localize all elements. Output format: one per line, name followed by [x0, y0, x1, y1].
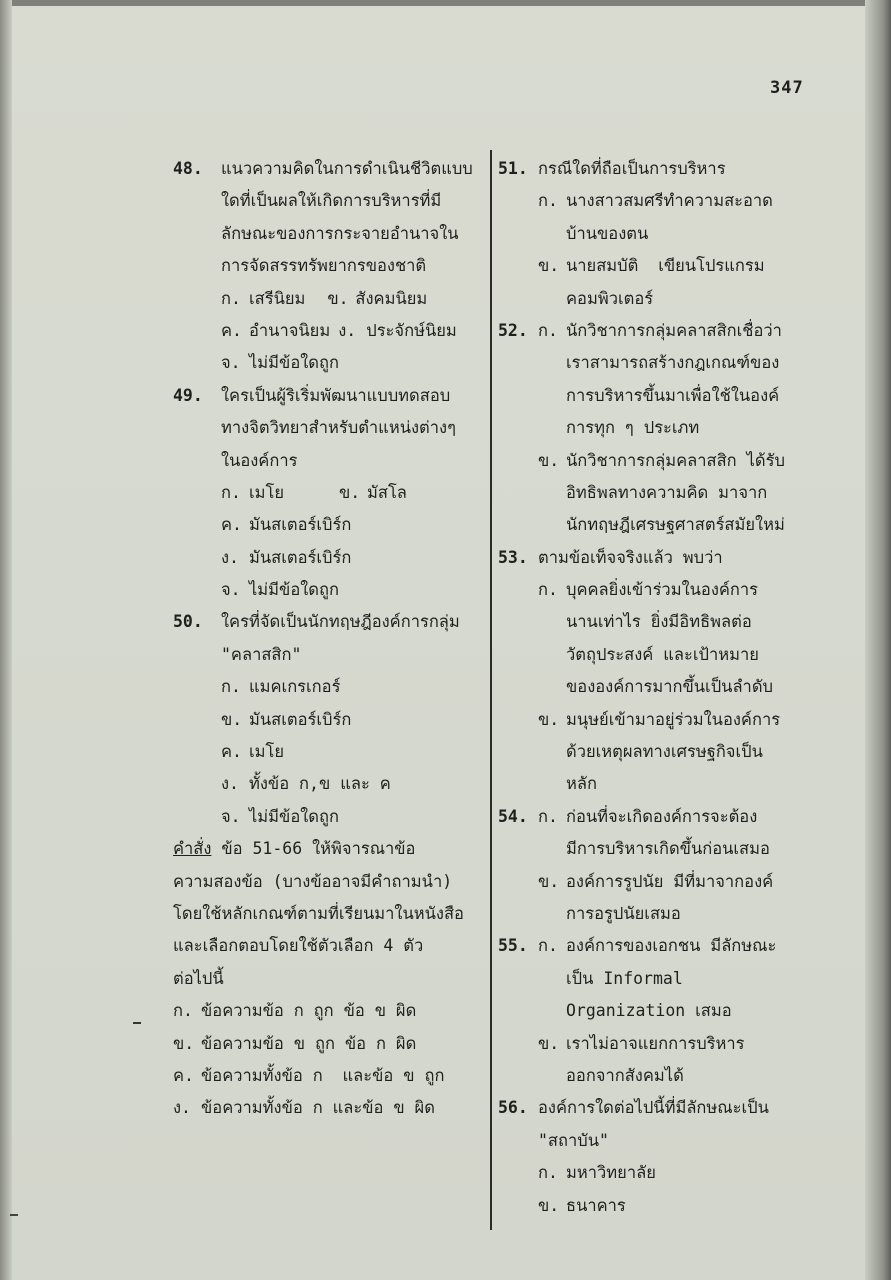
option-label: ค.	[221, 320, 242, 340]
statement-text: นักวิชาการกลุ่มคลาสสิก ได้รับ	[566, 450, 785, 470]
question-48-line: ลักษณะของการกระจายอำนาจใน	[221, 223, 459, 243]
option-label: ข.	[221, 709, 243, 729]
question-text: แนวความคิดในการดำเนินชีวิตแบบ	[221, 159, 473, 178]
option-row	[498, 1190, 818, 1222]
margin-mark	[133, 1022, 141, 1024]
instruction-line: โดยใช้หลักเกณฑ์ตามที่เรียนมาในหนังสือ	[173, 903, 464, 923]
question-49-line	[173, 380, 488, 412]
statement-row	[498, 250, 818, 282]
option-text: ประจักษ์นิยม	[366, 320, 457, 340]
option-text: ไม่มีข้อใดถูก	[249, 580, 339, 600]
statement-text: องค์การรูปนัย มีที่มาจากองค์	[566, 871, 774, 891]
question-48-line	[173, 153, 488, 185]
statement-text: การอรูปนัยเสมอ	[566, 903, 681, 923]
statement-text: บุคคลยิ่งเข้าร่วมในองค์การ	[566, 580, 759, 600]
answer-key-label: ก.	[173, 1001, 193, 1021]
option-label: ข.	[339, 482, 361, 502]
statement-text: เราสามารถสร้างกฎเกณฑ์ของ	[566, 353, 780, 373]
statement-text: ก่อนที่จะเกิดองค์การจะต้อง	[566, 806, 758, 826]
statement-text: เป็น Informal	[566, 968, 683, 988]
page-left-edge	[0, 0, 12, 1280]
instruction-line: ต่อไปนี้	[173, 968, 224, 988]
question-54-line	[498, 801, 818, 833]
option-text: ไม่มีข้อใดถูก	[249, 353, 339, 373]
statement-row	[498, 445, 818, 477]
option-row	[173, 315, 488, 347]
statement-text: การบริหารขึ้นมาเพื่อใช้ในองค์	[566, 385, 780, 405]
statement-text: Organization เสมอ	[566, 1001, 732, 1021]
answer-key-row	[173, 1092, 488, 1124]
question-56-line	[498, 1092, 818, 1124]
answer-key-label: ง.	[173, 1098, 191, 1118]
option-text: มันสเตอร์เบิร์ก	[249, 515, 352, 535]
option-row	[173, 574, 488, 606]
statement-text: หลัก	[566, 774, 597, 794]
instruction-line: และเลือกตอบโดยใช้ตัวเลือก 4 ตัว	[173, 936, 424, 956]
instruction-line: ความสองข้อ (บางข้ออาจมีคำถามนำ)	[173, 871, 453, 891]
question-text: ใครเป็นผู้ริเริ่มพัฒนาแบบทดสอบ	[221, 385, 451, 405]
option-text: เมโย	[249, 742, 285, 762]
statement-label: ก.	[538, 320, 558, 340]
question-number: 51.	[498, 159, 528, 178]
option-row	[498, 1157, 818, 1189]
question-50-line	[173, 606, 488, 638]
question-number: 56.	[498, 1098, 528, 1118]
option-text: มันสเตอร์เบิร์ก	[249, 709, 352, 729]
option-label: ก.	[221, 677, 241, 697]
statement-label: ก.	[538, 580, 558, 600]
question-50-line: "คลาสสิก"	[221, 644, 302, 664]
option-label: ง.	[338, 320, 357, 340]
option-label: ค.	[221, 515, 242, 535]
option-text: อำนาจนิยม	[249, 320, 331, 340]
question-text: ใครที่จัดเป็นนักทฤษฎีองค์การกลุ่ม	[221, 612, 460, 632]
statement-text: นางสาวสมศรีทำความสะอาด	[566, 191, 773, 211]
option-text: ทั้งข้อ ก,ข และ ค	[249, 774, 391, 794]
statement-text: นักทฤษฎีเศรษฐศาสตร์สมัยใหม่	[566, 515, 785, 535]
option-label: ข.	[538, 1195, 560, 1215]
question-49-line: ในองค์การ	[221, 450, 298, 470]
statement-text: มีการบริหารเกิดขึ้นก่อนเสมอ	[566, 839, 770, 859]
option-text: ไม่มีข้อใดถูก	[249, 806, 339, 826]
statement-row	[498, 866, 818, 898]
statement-text: นานเท่าไร ยิ่งมีอิทธิพลต่อ	[566, 612, 752, 632]
answer-key-row	[173, 995, 488, 1027]
question-number: 55.	[498, 936, 528, 956]
option-label: ค.	[221, 742, 242, 762]
option-label: ข.	[327, 288, 349, 308]
option-label: ง.	[221, 547, 239, 567]
question-52-line	[498, 315, 818, 347]
left-column	[173, 153, 488, 1125]
page-number: 347	[770, 78, 804, 98]
option-text: มัสโล	[367, 482, 407, 502]
option-text: เมโย	[249, 482, 285, 502]
page-right-edge	[865, 0, 891, 1280]
statement-text: วัตถุประสงค์ และเป้าหมาย	[566, 644, 759, 664]
question-number: 54.	[498, 806, 528, 826]
statement-label: ข.	[538, 871, 560, 891]
question-48-line: ใดที่เป็นผลให้เกิดการบริหารที่มี	[221, 191, 442, 211]
statement-text: ด้วยเหตุผลทางเศรษฐกิจเป็น	[566, 742, 763, 762]
question-number: 53.	[498, 547, 528, 567]
option-label: ก.	[221, 288, 241, 308]
option-label: ก.	[538, 1163, 558, 1183]
statement-text: ขององค์การมากขึ้นเป็นลำดับ	[566, 677, 774, 697]
question-text: ตามข้อเท็จจริงแล้ว พบว่า	[538, 547, 723, 567]
statement-text: เราไม่อาจแยกการบริหาร	[566, 1033, 745, 1053]
statement-label: ข.	[538, 1033, 560, 1053]
option-text: เสรีนิยม	[249, 288, 306, 308]
statement-label: ก.	[538, 936, 558, 956]
answer-key-label: ค.	[173, 1065, 194, 1085]
option-text: ธนาคาร	[566, 1195, 626, 1215]
question-51-line	[498, 153, 818, 185]
option-row	[173, 509, 488, 541]
option-label: จ.	[221, 806, 241, 826]
answer-key-row	[173, 1028, 488, 1060]
option-label: จ.	[221, 580, 241, 600]
statement-row	[498, 704, 818, 736]
question-49-line: ทางจิตวิทยาสำหรับตำแหน่งต่างๆ	[221, 418, 456, 438]
option-row	[173, 671, 488, 703]
statement-label: ข.	[538, 256, 560, 276]
question-number: 49.	[173, 385, 203, 405]
statement-row	[498, 185, 818, 217]
option-row	[173, 347, 488, 379]
option-text: สังคมนิยม	[355, 288, 428, 308]
option-text: แมคเกรเกอร์	[249, 677, 341, 697]
question-55-line	[498, 930, 818, 962]
instruction-text: ข้อ 51-66 ให้พิจารณาข้อ	[211, 839, 416, 859]
statement-row	[498, 574, 818, 606]
question-number: 50.	[173, 612, 203, 632]
option-text: มหาวิทยาลัย	[566, 1163, 656, 1183]
instruction-heading: คำสั่ง	[173, 839, 212, 859]
answer-key-text: ข้อความข้อ ข ถูก ข้อ ก ผิด	[201, 1033, 417, 1053]
statement-label: ก.	[538, 191, 558, 211]
statement-row	[498, 1028, 818, 1060]
statement-text: นายสมบัติ เขียนโปรแกรม	[566, 256, 765, 276]
question-text: กรณีใดที่ถือเป็นการบริหาร	[538, 159, 726, 178]
question-48-line: การจัดสรรทรัพยากรของชาติ	[221, 256, 427, 276]
statement-text: การทุก ๆ ประเภท	[566, 418, 700, 438]
option-row	[173, 704, 488, 736]
answer-key-label: ข.	[173, 1033, 195, 1053]
option-row	[173, 801, 488, 833]
statement-label: ข.	[538, 450, 560, 470]
question-number: 52.	[498, 320, 528, 340]
option-label: ง.	[221, 774, 239, 794]
option-text: มันสเตอร์เบิร์ก	[249, 547, 352, 567]
option-row	[173, 283, 488, 315]
statement-text: นักวิชาการกลุ่มคลาสสิกเชื่อว่า	[566, 320, 782, 340]
question-number: 48.	[173, 159, 203, 178]
option-label: ก.	[221, 482, 241, 502]
margin-mark-bottom	[10, 1214, 18, 1216]
option-label: จ.	[221, 353, 241, 373]
answer-key-text: ข้อความทั้งข้อ ก และข้อ ข ถูก	[201, 1065, 445, 1085]
instruction-line	[173, 833, 488, 865]
question-text: "สถาบัน"	[538, 1130, 609, 1150]
option-row	[173, 542, 488, 574]
column-divider	[490, 150, 492, 1230]
question-text: องค์การใดต่อไปนี้ที่มีลักษณะเป็น	[538, 1098, 769, 1118]
statement-text: มนุษย์เข้ามาอยู่ร่วมในองค์การ	[566, 709, 781, 729]
statement-label: ก.	[538, 806, 558, 826]
statement-text: ออกจากสังคมได้	[566, 1065, 684, 1085]
question-53-line	[498, 542, 818, 574]
option-row	[173, 768, 488, 800]
answer-key-text: ข้อความข้อ ก ถูก ข้อ ข ผิด	[201, 1001, 417, 1021]
answer-key-text: ข้อความทั้งข้อ ก และข้อ ข ผิด	[201, 1098, 435, 1118]
answer-key-row	[173, 1060, 488, 1092]
statement-text: อิทธิพลทางความคิด มาจาก	[566, 482, 768, 502]
statement-text: องค์การของเอกชน มีลักษณะ	[566, 936, 777, 956]
statement-text: คอมพิวเตอร์	[566, 288, 654, 308]
statement-text: บ้านของตน	[566, 223, 649, 243]
option-row	[173, 736, 488, 768]
statement-label: ข.	[538, 709, 560, 729]
right-column	[498, 153, 818, 1222]
page-top-shadow	[0, 0, 891, 6]
option-row	[173, 477, 488, 509]
